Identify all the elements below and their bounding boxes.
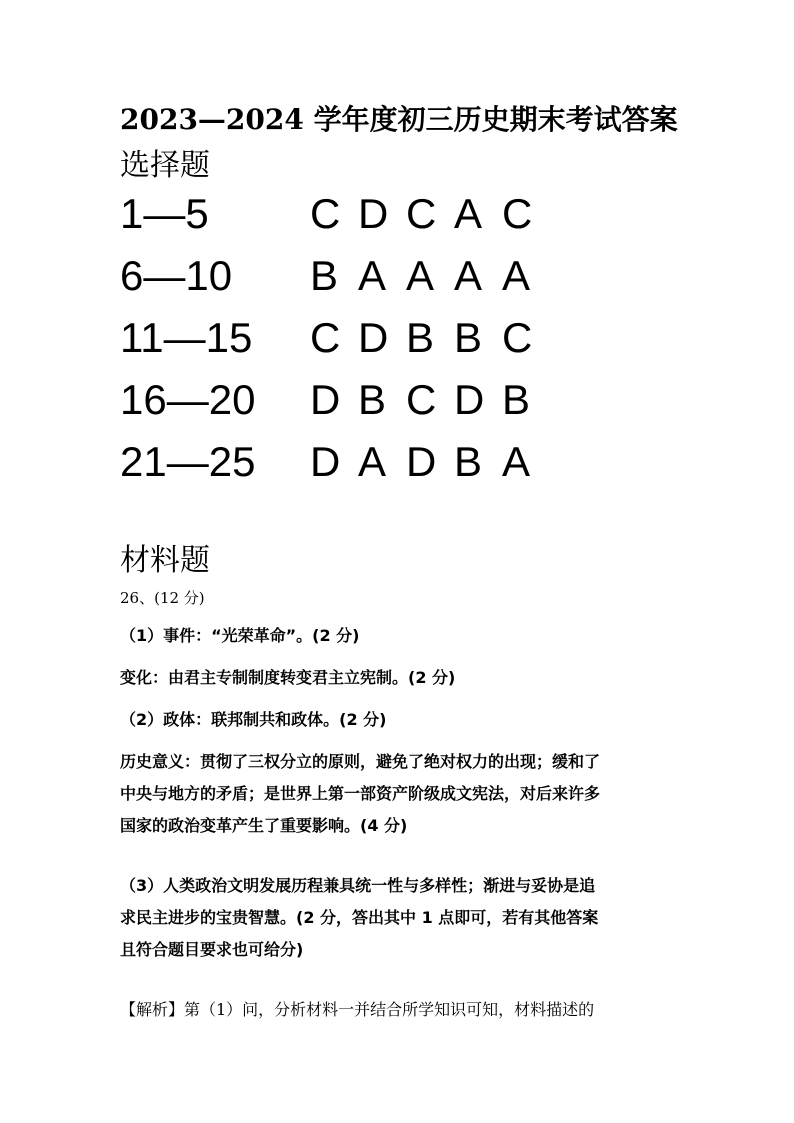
answer-letter: C: [502, 314, 533, 361]
answer-letter: D: [358, 314, 389, 361]
q26-part2-answer: （2）政体：联邦制共和政体。(2 分): [120, 710, 387, 729]
choice-answer-table: [120, 188, 640, 498]
answer-letter: B: [310, 252, 339, 299]
answer-letters: [310, 312, 550, 364]
paragraph-line: 历史意义：贯彻了三权分立的原则，避免了绝对权力的出现；缓和了: [120, 752, 601, 771]
answer-row: [120, 312, 640, 374]
answer-row: [120, 436, 640, 498]
answer-letter: D: [406, 438, 437, 485]
paragraph-line: 国家的政治变革产生了重要影响。(4 分): [120, 816, 408, 835]
answer-letter: C: [406, 190, 437, 237]
answer-letter: D: [310, 438, 341, 485]
answer-letter: C: [310, 190, 341, 237]
paragraph-line: 且符合题目要求也可给分): [120, 940, 304, 959]
answer-letter: B: [454, 314, 483, 361]
answer-letter: B: [454, 438, 483, 485]
answer-letter: C: [406, 376, 437, 423]
answer-letters: [310, 188, 550, 240]
paragraph-line: （3）人类政治文明发展历程兼具统一性与多样性；渐进与妥协是追: [120, 876, 596, 895]
answer-letters: [310, 374, 550, 426]
answer-letter: D: [358, 190, 389, 237]
question-range: 21—25: [120, 438, 256, 485]
answer-letter: A: [502, 252, 531, 299]
answer-letters: [310, 436, 550, 488]
question-range: 6—10: [120, 252, 233, 299]
answer-letter: C: [502, 190, 533, 237]
answer-letter: B: [406, 314, 435, 361]
q26-part1-answer: （1）事件：“光荣革命”。(2 分): [120, 626, 360, 645]
answer-letter: A: [358, 438, 387, 485]
answer-letter: B: [358, 376, 387, 423]
answer-letter: D: [454, 376, 485, 423]
q26-part3-answer: [120, 870, 680, 966]
q26-change-answer: 变化：由君主专制制度转变君主立宪制。(2 分): [120, 668, 456, 687]
question-range: 16—20: [120, 376, 256, 423]
answer-letter: A: [454, 190, 483, 237]
document-title: 2023—2024 学年度初三历史期末考试答案: [120, 103, 678, 136]
question-range: 1—5: [120, 190, 209, 237]
answer-row: [120, 188, 640, 250]
paragraph-line: 中央与地方的矛盾；是世界上第一部资产阶级成文宪法，对后来许多: [120, 784, 601, 803]
question-26-label: 26、(12 分): [120, 589, 205, 607]
answer-letters: [310, 250, 550, 302]
question-range: 11—15: [120, 314, 253, 361]
answer-letter: D: [310, 376, 341, 423]
answer-letter: A: [454, 252, 483, 299]
answer-letter: B: [502, 376, 531, 423]
answer-letter: C: [310, 314, 341, 361]
answer-row: [120, 374, 640, 436]
answer-letter: A: [358, 252, 387, 299]
q26-significance-answer: [120, 746, 680, 842]
answer-letter: A: [502, 438, 531, 485]
paragraph-line: 求民主进步的宝贵智慧。(2 分，答出其中 1 点即可，若有其他答案: [120, 908, 599, 927]
answer-row: [120, 250, 640, 312]
section-heading-choice: 选择题: [120, 148, 210, 183]
section-heading-material: 材料题: [120, 543, 210, 578]
analysis-text: 【解析】第（1）问，分析材料一并结合所学知识可知，材料描述的: [120, 1000, 595, 1019]
answer-letter: A: [406, 252, 435, 299]
